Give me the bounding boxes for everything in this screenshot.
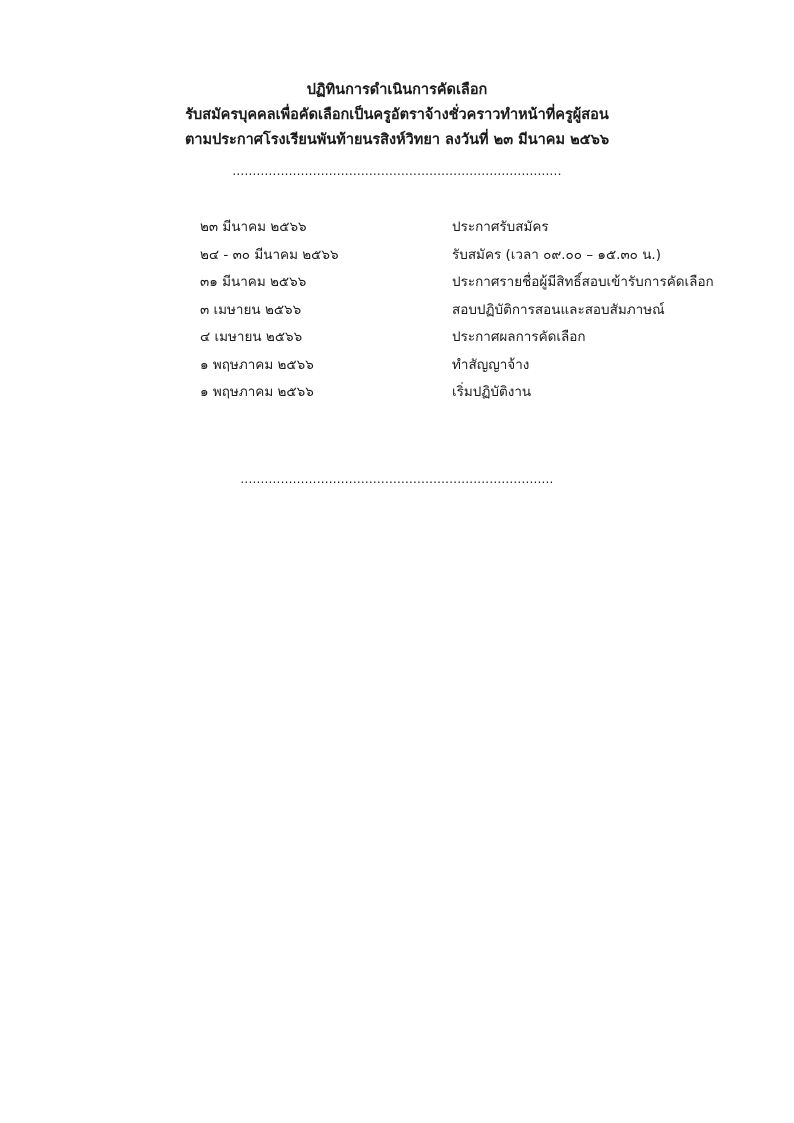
dotted-divider-top: .................................................................................. [232, 164, 562, 178]
schedule-date: ๒๔ - ๓๐ มีนาคม ๒๕๖๖ [200, 246, 339, 263]
announcement-reference: ตามประกาศโรงเรียนพันท้ายนรสิงห์วิทยา ลงวันที่ ๒๓ มีนาคม ๒๕๖๖ [184, 132, 610, 148]
schedule-table [200, 214, 760, 407]
schedule-row [200, 269, 760, 297]
schedule-row [200, 352, 760, 380]
schedule-row [200, 324, 760, 352]
schedule-date: ๑ พฤษภาคม ๒๕๖๖ [200, 356, 314, 373]
schedule-event: ประกาศรับสมัคร [452, 219, 549, 235]
schedule-event: ทำสัญญาจ้าง [452, 356, 530, 373]
document-header [0, 78, 794, 153]
schedule-event: ประกาศผลการคัดเลือก [452, 329, 586, 345]
schedule-date: ๓ เมษายน ๒๕๖๖ [200, 301, 302, 318]
document-title: ปฏิทินการดำเนินการคัดเลือก [306, 82, 488, 98]
schedule-event: สอบปฏิบัติการสอนและสอบสัมภาษณ์ [452, 301, 665, 318]
schedule-date: ๓๑ มีนาคม ๒๕๖๖ [200, 274, 307, 290]
schedule-event: ประกาศรายชื่อผู้มีสิทธิ์สอบเข้ารับการคัดเลือก [452, 274, 714, 290]
schedule-event: รับสมัคร (เวลา ๐๙.๐๐ – ๑๕.๓๐ น.) [452, 246, 661, 263]
schedule-row [200, 214, 760, 242]
schedule-row [200, 242, 760, 270]
dotted-divider-bottom: .............................................................................. [240, 472, 554, 486]
schedule-row [200, 379, 760, 407]
schedule-row [200, 297, 760, 325]
schedule-date: ๔ เมษายน ๒๕๖๖ [200, 329, 303, 345]
schedule-event: เริ่มปฏิบัติงาน [452, 384, 532, 400]
document-subtitle: รับสมัครบุคคลเพื่อคัดเลือกเป็นครูอัตราจ้างชั่วคราวทำหน้าที่ครูผู้สอน [185, 107, 609, 123]
schedule-date: ๒๓ มีนาคม ๒๕๖๖ [200, 219, 307, 235]
schedule-date: ๑ พฤษภาคม ๒๕๖๖ [200, 384, 314, 400]
